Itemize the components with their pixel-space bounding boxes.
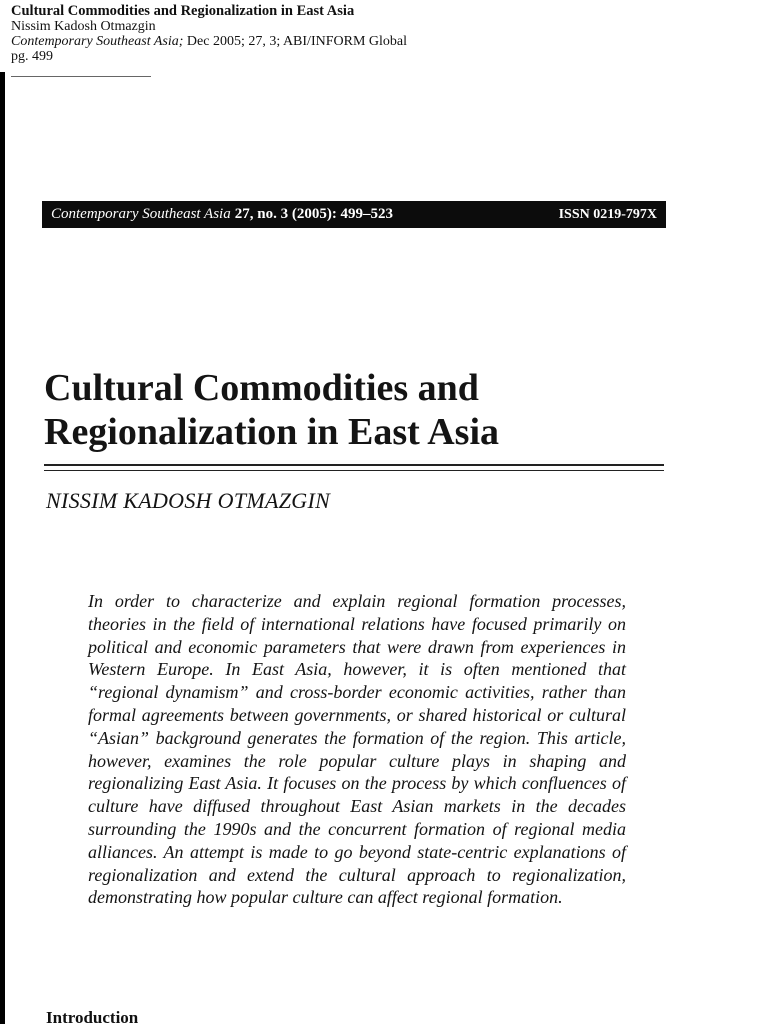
citation-page: pg. 499	[11, 49, 53, 64]
citation-source	[11, 34, 407, 49]
citation-header	[11, 4, 407, 64]
section-heading-introduction: Introduction	[46, 1008, 139, 1027]
citation-divider	[11, 76, 151, 77]
citation-details: Dec 2005; 27, 3; ABI/INFORM Global	[183, 34, 408, 49]
page-left-edge	[0, 72, 5, 1024]
article-title-line1: Cultural Commodities and	[44, 367, 479, 409]
citation-title: Cultural Commodities and Regionalization in East Asia	[11, 3, 355, 19]
title-rule-thin	[44, 470, 664, 471]
article-author: NISSIM KADOSH OTMAZGIN	[46, 488, 331, 513]
abstract: In order to characterize and explain regional formation processes, theories in the field of international relations have focused primarily on political and economic parameters that were drawn from experiences in Western Europe. In East Asia, however, it is often mentioned that “regional dynamism” and cross-border economic activities, rather than formal agreements between governments, or shared historical or cultural “Asian” background generates the formation of the region. This article, however, examines the role popular culture plays in shaping and regionalizing East Asia. It focuses on the process by which confluences of culture have diffused throughout East Asian markets in the decades surrounding the 1990s and the concurrent formation of regional media alliances. An attempt is made to go beyond state-centric explanations of regionalization and extend the cultural approach to regionalization, demonstrating how popular culture can affect regional formation.	[88, 591, 626, 908]
title-rule-thick	[44, 464, 664, 466]
article-title	[44, 366, 684, 454]
article-title-line2: Regionalization in East Asia	[44, 411, 499, 453]
citation-journal: Contemporary Southeast Asia;	[11, 34, 184, 49]
banner-volume: 27, no. 3 (2005): 499–523	[234, 206, 394, 222]
banner-issn: ISSN 0219-797X	[558, 206, 657, 222]
citation-author: Nissim Kadosh Otmazgin	[11, 19, 156, 34]
journal-banner	[42, 201, 666, 228]
banner-journal: Contemporary Southeast Asia	[51, 206, 231, 222]
